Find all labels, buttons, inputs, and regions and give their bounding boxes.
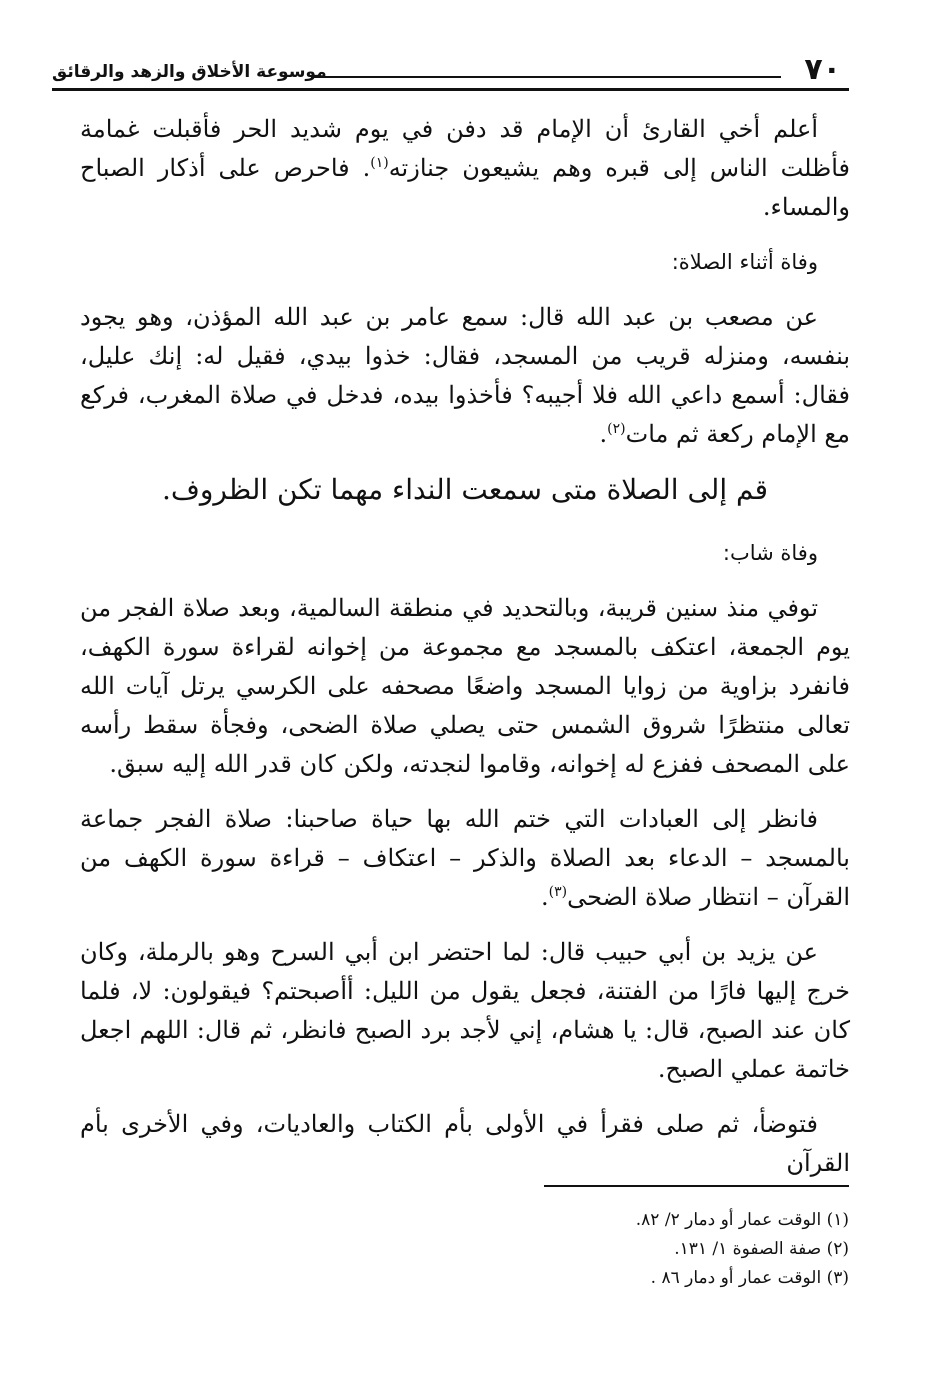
paragraph-1-tail: . فاحرص على أذكار الصباح والمساء. (80, 154, 850, 221)
paragraph-4-tail: . (540, 883, 549, 911)
footnote-ref-3: (٣) (548, 884, 568, 900)
page-header (52, 52, 849, 92)
paragraph-1-text: أعلم أخي القارئ أن الإمام قد دفن في يوم شديد الحر فأقبلت غمامة فأظلت الناس إلى قبره وهم يشيعون جنازته (80, 115, 850, 182)
paragraph-1 (80, 110, 850, 227)
paragraph-2-text: عن مصعب بن عبد الله قال: سمع عامر بن عبد الله المؤذن، وهو يجود بنفسه، ومنزله قريب من المسجد، فقال: خذوا بيدي، فقيل له: إنك عليل، فقال: أسمع داعي الله فلا أجيبه؟ فأخذوا بيده، فدخل في صلاة المغرب، فركع مع الإمام ركعة ثم مات (80, 303, 850, 448)
footnote-ref-2: (٢) (607, 421, 626, 437)
paragraph-4-text: فانظر إلى العبادات التي ختم الله بها حياة صاحبنا: صلاة الفجر جماعة بالمسجد – الدعاء بعد الصلاة والذكر – اعتكاف – قراءة سورة الكهف من القرآن – انتظار صلاة الضحى (80, 805, 850, 911)
footnote-2: (٢) صفة الصفوة ١/ ١٣١. (674, 1239, 849, 1259)
section-heading-prayer: وفاة أثناء الصلاة: (671, 250, 818, 274)
footnote-separator (544, 1185, 849, 1187)
paragraph-6: فتوضأ، ثم صلى فقرأ في الأولى بأم الكتاب والعاديات، وفي الأخرى بأم القرآن (80, 1110, 850, 1177)
paragraph-3: توفي منذ سنين قريبة، وبالتحديد في منطقة السالمية، وبعد صلاة الفجر من يوم الجمعة، اعتكف بالمسجد مع مجموعة من إخوانه لقراءة سورة الكهف، فانفرد بزاوية من زوايا المسجد واضعًا مصحفه على الكرسي يرتل آيات الله تعالى منتظرًا شروق الشمس حتى يصلي صلاة الضحى، وفجأة سقط رأسه على المصحف ففزع له إخوانه، وقاموا لنجدته، ولكن كان قدر الله إليه سبق. (80, 594, 850, 778)
highlight-line: قم إلى الصلاة متى سمعت النداء مهما تكن الظروف. (161, 473, 769, 506)
footnotes (349, 1206, 849, 1293)
paragraph-5: عن يزيد بن أبي حبيب قال: لما احتضر ابن أبي السرح وهو بالرملة، وكان خرج إليها فارًا من الفتنة، فجعل يقول من الليل: أأصبحتم؟ فيقولون: لا، فلما كان عند الصبح، قال: يا هشام، إني لأجد برد الصبح فانظر، ثم قال: اللهم اجعل خاتمة عملي الصبح. (80, 938, 850, 1083)
running-title: موسوعة الأخلاق والزهد والرقائق (52, 62, 327, 82)
paragraph-2 (80, 298, 850, 454)
footnote-1: (١) الوقت عمار أو دمار ٢/ ٨٢. (635, 1210, 849, 1230)
paragraph-2-tail: . (599, 420, 608, 448)
paragraph-4 (80, 800, 850, 917)
footnote-ref-1: (١) (370, 155, 389, 171)
header-dash (311, 76, 781, 78)
main-text (80, 110, 850, 1199)
section-heading-youth: وفاة شاب: (722, 541, 818, 565)
footnote-3: (٣) الوقت عمار أو دمار ٨٦ . (650, 1268, 849, 1288)
header-rule (52, 88, 849, 91)
page-number: ٧٠ (804, 52, 841, 87)
